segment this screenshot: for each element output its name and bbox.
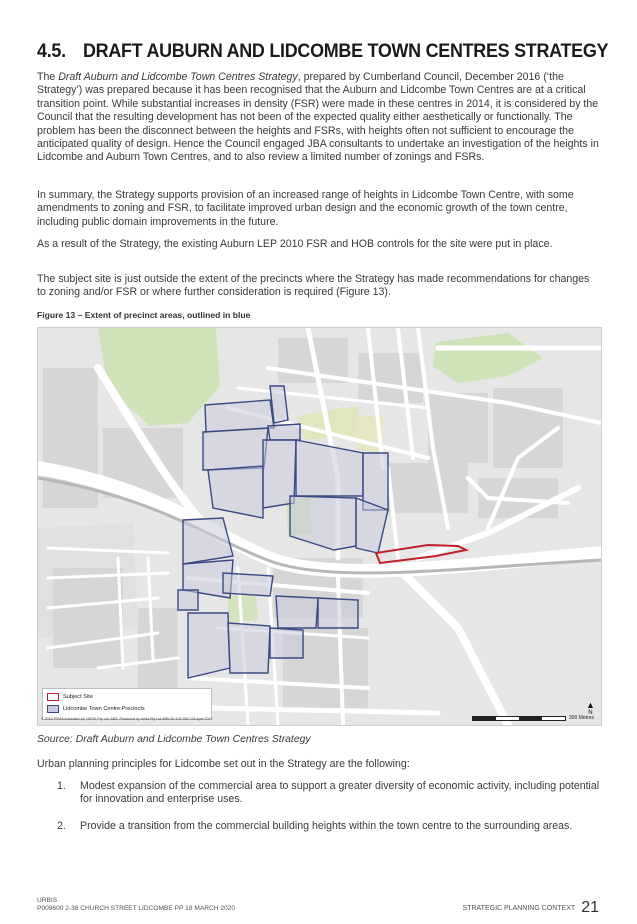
paragraph-summary: In summary, the Strategy supports provision of an increased range of heights in Lidcombe Town Centre, with some amendments to zoning and FSR, to facilitate improved urban design and the economic growth of the town centre, including public domain improvements in the future. xyxy=(37,189,574,228)
intro-text-start: The xyxy=(37,71,59,83)
figure-caption: Figure 13 – Extent of precinct areas, outlined in blue xyxy=(37,310,251,320)
paragraph-subject-site: The subject site is just outside the extent of the precincts where the Strategy has made recommendations for changes to zoning and/or FSR or where further consideration is required (Figure 13). xyxy=(37,273,590,299)
footer-right xyxy=(463,897,599,915)
park-taylor-st xyxy=(228,593,258,623)
footer-reference: P009600 2-38 CHURCH STREET LIDCOMBE PP 18 MARCH 2020 xyxy=(37,905,236,913)
paragraph-result: As a result of the Strategy, the existing Auburn LEP 2010 FSR and HOB controls for the site were put in place. xyxy=(37,238,553,250)
legend-precincts: Lidcombe Town Centre Precincts xyxy=(47,705,145,713)
page-number: 21 xyxy=(581,899,599,916)
intro-text-rest: , prepared by Cumberland Council, December 2016 (‘the Strategy’) was prepared because it has been recognised that the Auburn and Lidcombe Town Centres are at a critical transition point. While substantial increases in density (FSR) were made in these centres in 2014, it is considered by the Council that the resulting development has not been of the expected quality either aesthetically or functionally. The problem has been the disconnect between the heights and FSRs, with heights often not sufficient to encourage the anticipated quality of design. Hence the Council engaged JBA consultants to undertake an investigation of the heights in Lidcombe and Auburn Town Centres, and to also review a limited number of zonings and FSRs. xyxy=(37,71,599,164)
document-page: 4.5. DRAFT AUBURN AND LIDCOMBE TOWN CENTRES STRATEGY The Draft Auburn and Lidcombe Town Centres Strategy, prepared by Cumberland Council, December 2016 (‘the Strategy’) was prepared because it has been recognised that the Auburn and Lidcombe Town Centres are at a critical transition point. While substantial increases in density (FSR) were made in these centres in 2014, it is considered by the Council that the resulting development has not been of the expected quality either aesthetically or functionally. The problem has been the disconnect between the heights and FSRs, with heights often not sufficient to encourage the anticipated quality of design. Hence the Council engaged JBA consultants to undertake an investigation of the heights in Lidcombe and Auburn Town Centres, and to also review a limited number of zonings and FSRs. In summary, the Strategy supports provision of an increased range of heights in Lidcombe Town Centre, with some amendments to zoning and FSR, to facilitate improved urban design and the economic growth of the town centre, including public domain improvements in the future. As a result of the Strategy, the existing Auburn LEP 2010 FSR and HOB controls for the site were put in place. The subject site is just outside the extent of the precincts where the Strategy has made recommendations for changes to zoning and/or FSR or where further consideration is required (Figure 13). Figure 13 – Extent of precinct areas, outlined in blue Subject Site Lidcombe Town Centre Precincts © 2016 PSMA Australia Ltd, HERE Pty Ltd, ABS. Produced by Urbis Pty Ltd ABN 50 105 256 228 April 2017 ▲ N 300 Metres Source: Draft Auburn and Lidcombe Town Centres Strategy Urban planning principles for Lidcombe set out in the Strategy are the following: 1. Modest expansion of the commercial area to support a greater diversity of economic activity, including potential for innovation and enterprise uses. 2. Provide a transition from the commercial building heights within the town centre to the surrounding areas. URBIS P009600 2-38 CHURCH STREET LIDCOMBE PP 18 MARCH 2020 STRATEGIC PLANNING CONTEXT 21 xyxy=(37,40,609,916)
legend-subject-site: Subject Site xyxy=(47,693,93,701)
scale-bar: 300 Metres xyxy=(472,715,594,721)
legend-swatch-blue xyxy=(47,705,59,713)
footer-left xyxy=(37,897,235,914)
map-copyright: © 2016 PSMA Australia Ltd, HERE Pty Ltd, ABS. Produced by Urbis Pty Ltd ABN 50 105 256 228 April 2017 xyxy=(41,717,213,721)
paragraph-intro xyxy=(37,71,601,165)
section-heading xyxy=(37,40,609,63)
footer-brand: URBIS xyxy=(37,897,58,904)
scale-bar-graphic xyxy=(472,716,566,721)
section-title: DRAFT AUBURN AND LIDCOMBE TOWN CENTRES STRATEGY xyxy=(83,40,609,62)
map-graphic xyxy=(38,328,601,725)
figure-source: Source: Draft Auburn and Lidcombe Town Centres Strategy xyxy=(37,734,311,745)
footer-section: STRATEGIC PLANNING CONTEXT xyxy=(462,905,576,912)
map-legend xyxy=(42,688,212,720)
principles-intro: Urban planning principles for Lidcombe set out in the Strategy are the following: xyxy=(37,758,410,770)
strategy-title-italic: Draft Auburn and Lidcombe Town Centres Strategy xyxy=(58,71,298,83)
legend-swatch-red xyxy=(47,693,59,701)
precinct-map xyxy=(37,327,602,726)
section-number: 4.5. xyxy=(37,40,66,62)
north-arrow-icon: ▲ N xyxy=(586,700,595,716)
